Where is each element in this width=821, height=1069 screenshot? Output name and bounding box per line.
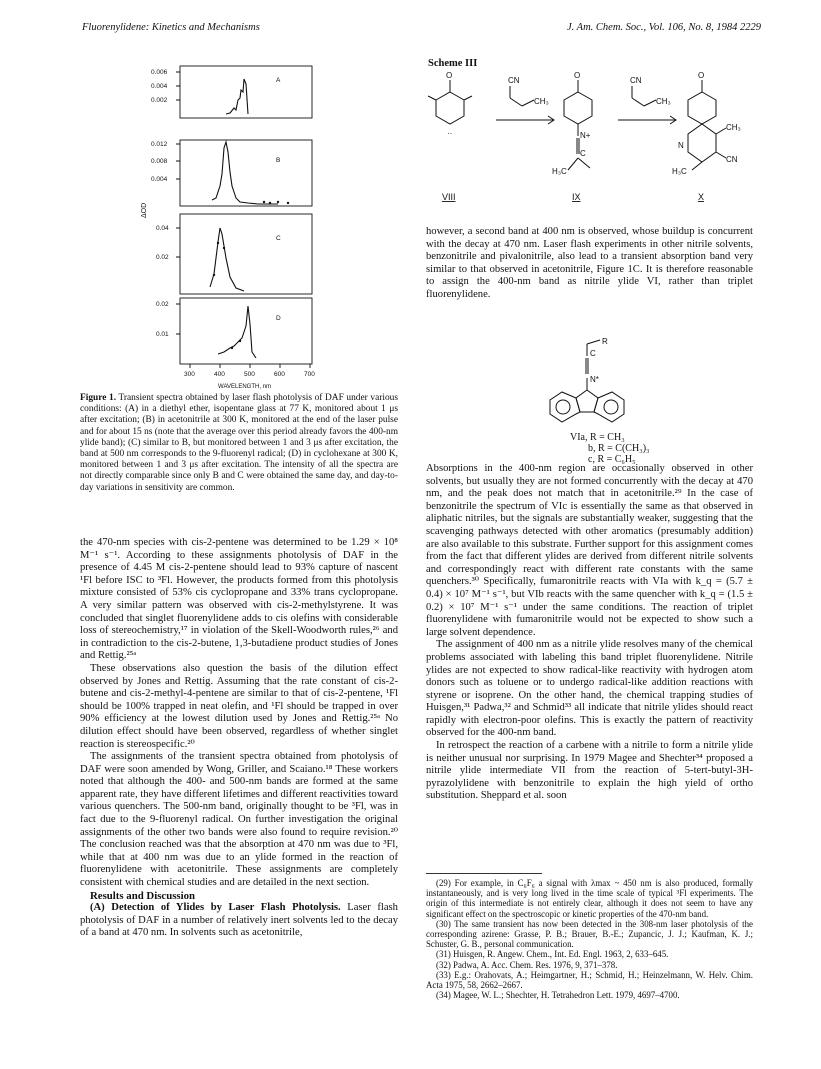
- left-paragraph-4-text: Laser flash photolysis of DAF in a number of relatively inert solvents led to the decay of a band at 470 nm. In solvents such as acetonitrile,: [80, 902, 398, 939]
- scheme-label: Scheme III: [428, 58, 478, 69]
- spectrum-c: [210, 228, 244, 291]
- vi-label-c: c, R = C₆H₅: [588, 454, 636, 465]
- right-paragraph-4: In retrospect the reaction of a carbene with a nitrile to form a nitrile ylide is neither unusual nor surprising. In 1979 Magee and Shechter³⁴ proposed a nitrile ylide intermediate VII from the reaction of 5-tert-butyl-3H-pyrazolylidene with benzonitrile to explain the high yield of ortho substitution. Sheppard et al. soon: [426, 740, 753, 802]
- spectrum-a: [226, 79, 248, 114]
- footnote-rule: [426, 873, 542, 874]
- svg-text:CN: CN: [630, 76, 642, 85]
- figure-1-spectra: [141, 62, 338, 392]
- svg-text:O: O: [574, 71, 581, 80]
- vi-substituent-labels: [570, 432, 650, 465]
- svg-text:H₃C: H₃C: [552, 167, 567, 176]
- panel-a-ytick-2: 0.004: [151, 83, 168, 90]
- y-axis-label: ΔOD: [141, 202, 148, 218]
- svg-text:N: N: [678, 141, 684, 150]
- x-tick-500: 500: [244, 371, 255, 378]
- panel-b-label: B: [276, 157, 281, 164]
- footnote-34: (34) Magee, W. L.; Shechter, H. Tetrahedron Lett. 1979, 4697–4700.: [436, 990, 680, 1001]
- footnote-32: (32) Padwa, A. Acc. Chem. Res. 1976, 9, 371–378.: [436, 959, 618, 970]
- left-paragraph-3: The assignments of the transient spectra obtained from photolysis of DAF were soon amended by Wong, Griller, and Scaiano.¹⁸ These workers noted that although the 400- and 500-nm bands are formed at the same apparent rate, they have different lifetimes and different reactivities toward various quenchers. The 500-nm band, originally thought to be ³Fl, was in fact due to the 9-fluorenyl radical. On further investigation the original assignments of the other two bands were also found to require revision.²⁰ The conclusion reached was that the absorption at 470 nm was due to ³Fl, while that at 400 nm was due to an ylide formed in the reaction of fluorenylidene with acetonitrile. These assignments are completely consistent with chemical studies and are detailed in the next section.: [80, 751, 398, 889]
- svg-text:R: R: [602, 337, 608, 346]
- panel-d-ytick-2: 0.01: [156, 331, 169, 338]
- panel-b-ytick-3: 0.004: [151, 176, 168, 183]
- svg-text:··: ··: [447, 129, 453, 138]
- scheme-iii: [420, 70, 760, 220]
- svg-text:CN: CN: [508, 76, 520, 85]
- x-axis-label: WAVELENGTH, nm: [218, 384, 272, 390]
- subsection-title: (A) Detection of Ylides by Laser Flash Photolysis.: [90, 902, 341, 914]
- svg-text:O: O: [698, 71, 705, 80]
- vi-label-a: VIa, R = CH₃: [570, 432, 625, 443]
- panel-a-ytick-3: 0.002: [151, 97, 168, 104]
- left-paragraph-4: [80, 902, 398, 940]
- left-column: [80, 537, 398, 940]
- svg-text:C: C: [580, 149, 586, 158]
- svg-text:CH₃: CH₃: [534, 97, 549, 106]
- svg-text:N+: N+: [580, 131, 591, 140]
- panel-b-frame: [180, 140, 312, 206]
- caption-head: Figure 1.: [80, 393, 117, 403]
- compound-label-x: X: [698, 192, 705, 202]
- panel-d-frame: [180, 298, 312, 364]
- running-header-right: J. Am. Chem. Soc., Vol. 106, No. 8, 1984 2229: [566, 22, 761, 33]
- compound-label-ix: IX: [572, 192, 581, 202]
- figure-1-caption: [80, 393, 398, 494]
- svg-text:CN: CN: [726, 155, 738, 164]
- panel-b-ytick-2: 0.008: [151, 158, 168, 165]
- left-paragraph-1: the 470-nm species with cis-2-pentene was determined to be 1.29 × 10⁸ M⁻¹ s⁻¹. According to these assignments photolysis of DAF in the presence of 4.45 M cis-2-pentene should lead to 93% capture of nascent ¹Fl before ISC to ³Fl. However, the products formed from this photolysis mixture consisted of 53% cis cyclopropane and 33% trans cyclopropane. A very similar pattern was observed with cis-2-methylstyrene. It was concluded that singlet fluorenylidene adds to cis olefins with considerable loss of stereochemistry,¹⁷ in violation of the Skell-Woodworth rules,²⁶ and in contradiction to the cis-2-butene, 1,3-butadiene product studies of Jones and Rettig.²⁵ᵃ: [80, 537, 398, 662]
- svg-text:N*: N*: [590, 375, 599, 384]
- footnote-33: (33) E.g.: Orahovats, A.; Heimgartner, H.; Schmid, H.; Heinzelmann, W. Helv. Chim. Acta 1975, 58, 2662–2667.: [426, 969, 753, 991]
- panel-d-label: D: [276, 315, 281, 322]
- caption-text: Transient spectra obtained by laser flash photolysis of DAF under various conditions: (A) in a diethyl ether, isopentane glass at 77 K, monitored about 1 μs after excitation; (B) in acetonitrile at 300 K, monitored at the end of the laser pulse and for about 15 ns (note that the average over this period already favors the 400-nm ylide band); (C) similar to B, but monitored between 1 and 3 μs after excitation, the band at 500 nm corresponds to the 9-fluorenyl radical; (D) in cyclohexane at 300 K, monitored between 1 and 3 μs after excitation. The intensity of all the spectra are not directly comparable since only B and C were obtained the same day, and day-to-day variations in sensitivity are common.: [80, 393, 398, 493]
- panel-c-ytick-1: 0.04: [156, 225, 169, 232]
- spectrum-d: [218, 306, 256, 358]
- running-header-left: Fluorenylidene: Kinetics and Mechanisms: [82, 22, 260, 33]
- x-tick-300: 300: [184, 371, 195, 378]
- footnote-31: (31) Huisgen, R. Angew. Chem., Int. Ed. Engl. 1963, 2, 633–645.: [436, 949, 669, 960]
- right-paragraph-3: The assignment of 400 nm as a nitrile ylide resolves many of the chemical problems associated with labeling this band triplet fluorenylidene. Nitrile ylides are not expected to show radical-like reactivity with hydrogen atom donors such as toluene or to undergo radical-like addition reactions with styrene or isoprene. On the other hand, the chemical trapping studies of Huisgen,³¹ Padwa,³² and Schmid³³ all indicate that nitrile ylides should react rapidly with electron-poor olefins. This is exactly the pattern of reactivity observed for the 400-nm band.: [426, 639, 753, 739]
- x-tick-700: 700: [304, 371, 315, 378]
- svg-text:O: O: [446, 71, 453, 80]
- panel-d-ytick-1: 0.02: [156, 301, 169, 308]
- right-column-bottom: [426, 463, 753, 803]
- footnote-29: (29) For example, in C₆F₆ a signal with λmax ~ 450 nm is also produced, formally instantaneously, and is very long lived in the time scale of typical ³Fl experiments. The origin of this intermediate is not entirely clear, although it does not seem to have any significant effect on the spectroscopic or kinetic properties of the 470-nm band.: [426, 878, 753, 919]
- right-paragraph-2: Absorptions in the 400-nm region are occasionally observed in other solvents, but usually they are not formed concurrently with the decay at 470 nm, and the peak does not match that in acetonitrile.²⁹ In the case of benzonitrile the spectrum of VIc is essentially the same as that observed in aliphatic nitriles, but the signals are substantially weaker, suggesting that the scavenging pathways detected with other aromatics (presumably addition) are also available to this substrate. Further support for this assignment comes from the fact that different ylides are derived from different nitrile solvents and correspondingly react with different rate constants with the same quenchers.³⁰ Specifically, fumaronitrile reacts with VIa with k_q = (5.7 ± 0.4) × 10⁷ M⁻¹ s⁻¹, but VIb reacts with the same quencher with k_q = (1.5 ± 0.2) × 10⁷ M⁻¹ s⁻¹ under the same conditions. The reaction of triplet fluorenylidene with fumaronitrile would not be expected to show such a large solvent dependence.: [426, 463, 753, 638]
- structure-vi: [532, 337, 642, 432]
- compound-label-viii: VIII: [442, 192, 456, 202]
- x-tick-600: 600: [274, 371, 285, 378]
- panel-a-ytick-1: 0.006: [151, 69, 168, 76]
- panel-c-label: C: [276, 235, 281, 242]
- footnote-30: (30) The same transient has now been detected in the 308-nm laser photolysis of the corresponding azirene: Grasse, P. B.; Brauer, B.-E.; Zupancic, J. J.; Kaufman, K. J.; Schuster, G. B., personal communication.: [426, 918, 753, 950]
- svg-text:C: C: [590, 349, 596, 358]
- svg-text:CH₃: CH₃: [656, 97, 671, 106]
- left-paragraph-2: These observations also question the basis of the dilution effect observed by Jones and Rettig. Assuming that the rate constant of cis-2-butene and cis-2-methyl-4-pentene are similar to that of cis-2-pentene, ¹Fl should be 100% trapped in neat olefin, and ¹Fl should be trapped in over 90% efficiency at the lowest dilution used by Jones and Rettig.²⁵ᵃ No dilution effect should have been observed, regardless of whether singlet reaction is stereospecific.²⁰: [80, 662, 398, 750]
- right-column-top: [426, 226, 753, 302]
- right-paragraph-1: however, a second band at 400 nm is observed, whose buildup is concurrent with the decay at 470 nm. Laser flash experiments in other nitrile solvents, benzonitrile and pivalonitrile, also lead to a transient absorption band very similar to that observed in acetonitrile, Figure 1C. It is therefore reasonable to assign the 400-nm band as nitrile ylide VI, rather than triplet fluorenylidene.: [426, 226, 753, 300]
- panel-c-frame: [180, 214, 312, 294]
- panel-a-label: A: [276, 77, 281, 84]
- footnotes: [426, 878, 753, 1000]
- x-tick-400: 400: [214, 371, 225, 378]
- vi-label-b: b, R = C(CH₃)₃: [588, 443, 650, 454]
- svg-text:H₃C: H₃C: [672, 167, 687, 176]
- section-title: Results and Discussion: [90, 889, 196, 902]
- svg-text:CH₃: CH₃: [726, 123, 741, 132]
- spectrum-b: [212, 142, 281, 204]
- panel-c-ytick-2: 0.02: [156, 254, 169, 261]
- panel-b-ytick-1: 0.012: [151, 141, 168, 148]
